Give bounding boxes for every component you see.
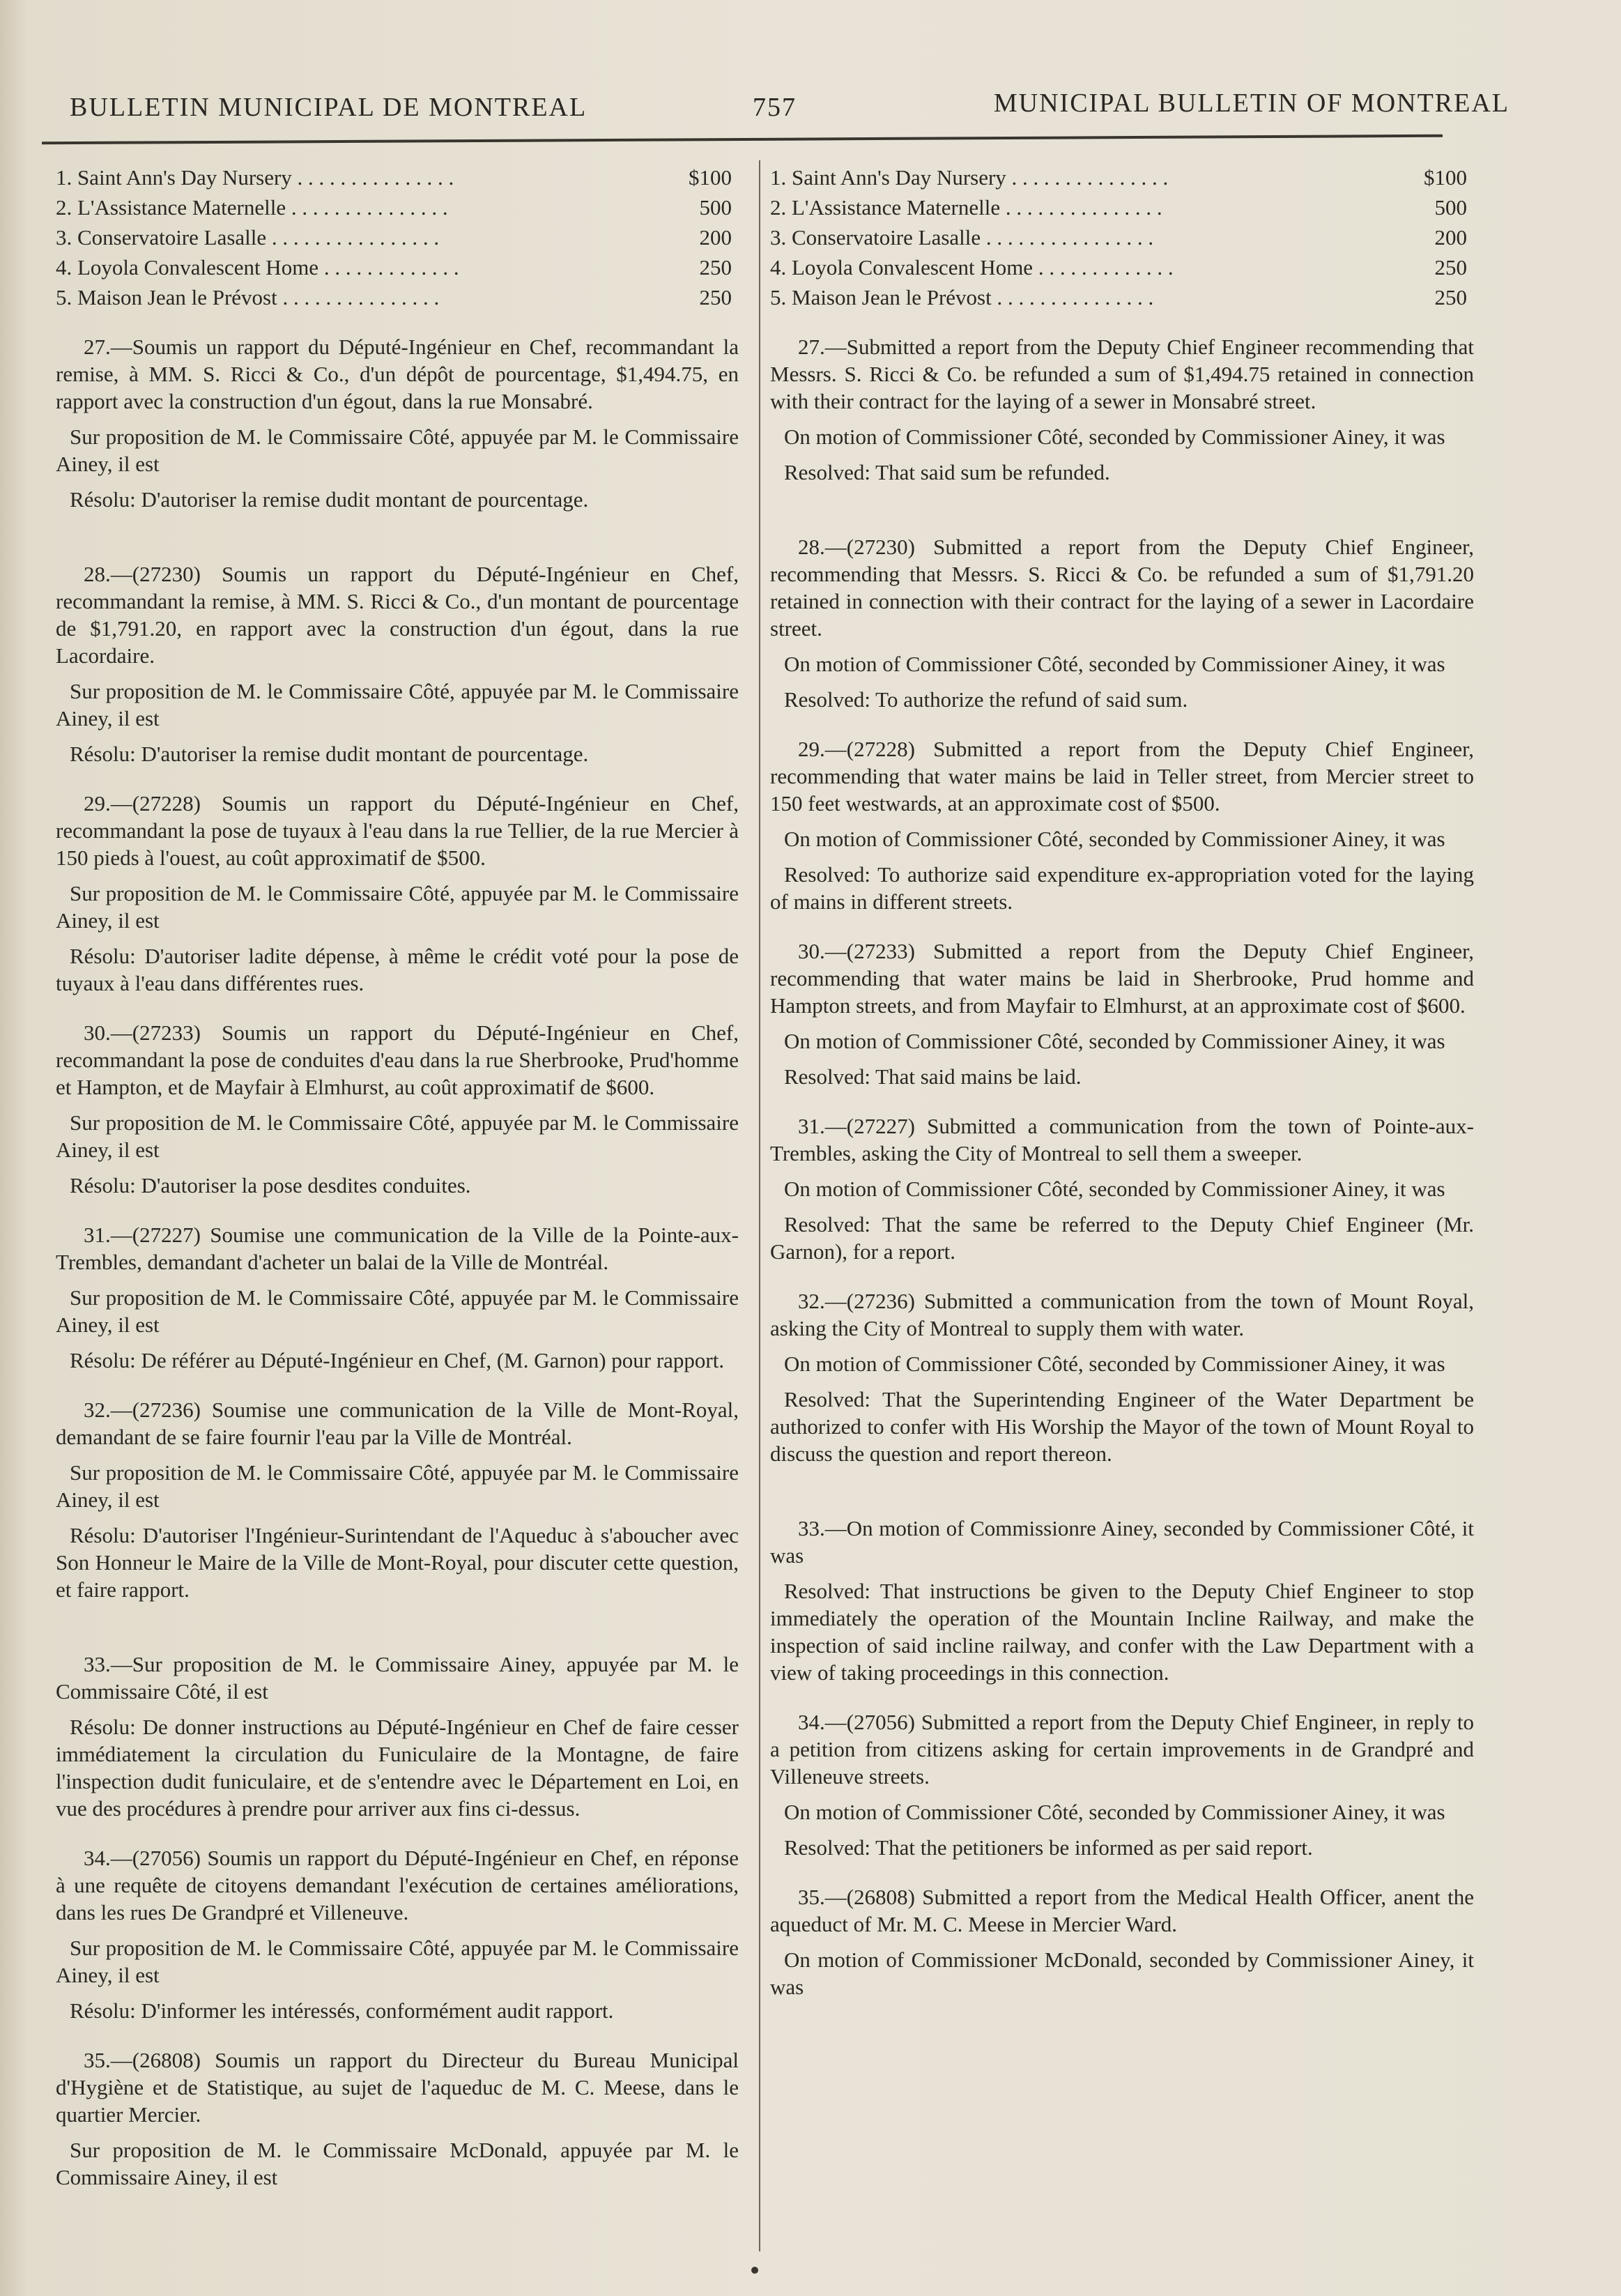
resolution-text: Résolu: D'autoriser la remise dudit montant de pourcentage.: [70, 742, 589, 766]
resolution-text: Résolu: D'autoriser ladite dépense, à même le crédit voté pour la pose de tuyaux à l'eau dans différentes rues.: [56, 944, 739, 995]
grant-list-item: [56, 284, 739, 314]
entry-text: 28.—(27230) Submitted a report from the Deputy Chief Engineer, recommending that Messrs. S. Ricci & Co. be refunded a sum of $1,791.20 retained in connection with their contract for the laying of a sewer in Lacordaire street.: [770, 535, 1474, 641]
resolution-text: Résolu: D'autoriser l'Ingénieur-Surintendant de l'Aqueduc à s'aboucher avec Son Honneur le Maire de la Ville de Mont-Royal, pour discuter cette question, et faire rapport.: [56, 1523, 739, 1602]
column-divider: [759, 160, 760, 2251]
grant-amount: $100: [1424, 165, 1467, 190]
motion-text: On motion of Commissioner McDonald, seconded by Commissioner Ainey, it was: [770, 1947, 1474, 1999]
entry-text: 33.—On motion of Commissionre Ainey, seconded by Commissioner Côté, it was: [770, 1516, 1474, 1568]
french-column: [56, 164, 739, 2213]
minute-entry: [56, 1844, 739, 2024]
motion-text: Sur proposition de M. le Commissaire Côté, appuyée par M. le Commissaire Ainey, il est: [56, 1460, 739, 1512]
grant-amount: 200: [699, 225, 732, 250]
page-header: [42, 84, 1579, 132]
resolution-text: Resolved: To authorize the refund of said sum.: [784, 687, 1188, 712]
motion-text: On motion of Commissioner Côté, seconded by Commissioner Ainey, it was: [784, 1029, 1445, 1053]
motion-text: Sur proposition de M. le Commissaire Côté, appuyée par M. le Commissaire Ainey, il est: [56, 679, 739, 730]
resolution-text: Resolved: That the Superintending Engineer of the Water Department be authorized to confer with His Worship the Mayor of the town of Mount Royal to discuss the question and report thereon.: [770, 1387, 1474, 1466]
grant-list-item: [770, 254, 1474, 284]
minute-entry: [770, 1515, 1474, 1686]
motion-text: On motion of Commissioner Côté, seconded by Commissioner Ainey, it was: [784, 1177, 1445, 1201]
entry-text: 34.—(27056) Submitted a report from the Deputy Chief Engineer, in reply to a petition from citizens asking for certain improvements in de Grandpré and Villeneuve streets.: [770, 1710, 1474, 1789]
entry-text: 28.—(27230) Soumis un rapport du Député-Ingénieur en Chef, recommandant la remise, à MM. S. Ricci & Co., d'un montant de pourcentage de $1,791.20, en rapport avec la construction d'un égout, dans la rue Lacordaire.: [56, 562, 739, 668]
english-grant-list: [770, 164, 1474, 314]
grant-list-item: [770, 224, 1474, 254]
entry-text: 32.—(27236) Submitted a communication from the town of Mount Royal, asking the City of Montreal to supply them with water.: [770, 1289, 1474, 1340]
english-entries: [770, 333, 1474, 2000]
resolution-text: Resolved: That said sum be refunded.: [784, 460, 1110, 484]
motion-text: On motion of Commissioner Côté, seconded by Commissioner Ainey, it was: [784, 424, 1445, 449]
grant-amount: 250: [1434, 255, 1467, 280]
minute-entry: [770, 735, 1474, 915]
grant-list-item: [56, 224, 739, 254]
minute-entry: [56, 2046, 739, 2191]
grant-amount: $100: [689, 165, 732, 190]
entry-text: 31.—(27227) Submitted a communication from the town of Pointe-aux-Trembles, asking the City of Montreal to sell them a sweeper.: [770, 1114, 1474, 1165]
resolution-text: Résolu: D'informer les intéressés, conformément audit rapport.: [70, 1998, 614, 2023]
minute-entry: [56, 790, 739, 997]
minute-entry: [770, 1883, 1474, 2000]
grant-list-item: [56, 254, 739, 284]
grant-name: 3. Conservatoire Lasalle . . . . . . . . . . . . . . . .: [770, 225, 1154, 250]
footer-dot: [751, 2267, 758, 2274]
minute-entry: [56, 1396, 739, 1603]
grant-name: 1. Saint Ann's Day Nursery . . . . . . . . . . . . . . .: [56, 165, 454, 190]
grant-list-item: [56, 194, 739, 224]
resolution-text: Résolu: De donner instructions au Député-Ingénieur en Chef de faire cesser immédiatement la circulation du Funiculaire de la Montagne, de faire l'inspection dudit funiculaire, et de s'entendre avec le Département en Loi, en vue des procédures à prendre pour arriver aux fins ci-dessus.: [56, 1715, 739, 1821]
minute-entry: [770, 1112, 1474, 1265]
motion-text: Sur proposition de M. le Commissaire Côté, appuyée par M. le Commissaire Ainey, il est: [56, 1110, 739, 1162]
grant-name: 4. Loyola Convalescent Home . . . . . . . . . . . . .: [56, 255, 459, 280]
minute-entry: [56, 1651, 739, 1822]
entry-text: 34.—(27056) Soumis un rapport du Député-Ingénieur en Chef, en réponse à une requête de citoyens demandant l'exécution de certaines améliorations, dans les rues De Grandpré et Villeneuve.: [56, 1846, 739, 1924]
motion-text: On motion of Commissioner Côté, seconded by Commissioner Ainey, it was: [784, 1352, 1445, 1376]
grant-list-item: [770, 194, 1474, 224]
header-rule: [42, 135, 1443, 145]
motion-text: On motion of Commissioner Côté, seconded by Commissioner Ainey, it was: [784, 1800, 1445, 1824]
resolution-text: Resolved: To authorize said expenditure ex-appropriation voted for the laying of mains in different streets.: [770, 862, 1474, 914]
entry-text: 29.—(27228) Submitted a report from the Deputy Chief Engineer, recommending that water mains be laid in Teller street, from Mercier street to 150 feet westwards, at an approximate cost of $500.: [770, 737, 1474, 816]
grant-amount: 250: [699, 255, 732, 280]
grant-name: 2. L'Assistance Maternelle . . . . . . . . . . . . . . .: [770, 195, 1162, 220]
page-number: 757: [753, 93, 797, 122]
resolution-text: Resolved: That said mains be laid.: [784, 1064, 1082, 1089]
grant-list-item: [770, 164, 1474, 194]
resolution-text: Résolu: D'autoriser la remise dudit montant de pourcentage.: [70, 487, 589, 512]
minute-entry: [56, 560, 739, 767]
entry-text: 32.—(27236) Soumise une communication de la Ville de Mont-Royal, demandant de se faire fournir l'eau par la Ville de Montréal.: [56, 1398, 739, 1449]
entry-text: 30.—(27233) Soumis un rapport du Député-Ingénieur en Chef, recommandant la pose de conduites d'eau dans la rue Sherbrooke, Prud'homme et Hampton, et de Mayfair à Elmhurst, au coût approximatif de $600.: [56, 1020, 739, 1099]
english-column: [770, 164, 1474, 2023]
motion-text: Sur proposition de M. le Commissaire Côté, appuyée par M. le Commissaire Ainey, il est: [56, 1285, 739, 1337]
header-title-english: MUNICIPAL BULLETIN OF MONTREAL: [993, 89, 1509, 118]
motion-text: Sur proposition de M. le Commissaire Côté, appuyée par M. le Commissaire Ainey, il est: [56, 424, 739, 476]
resolution-text: Résolu: D'autoriser la pose desdites conduites.: [70, 1173, 471, 1197]
grant-amount: 500: [1434, 195, 1467, 220]
grant-name: 4. Loyola Convalescent Home . . . . . . . . . . . . .: [770, 255, 1174, 280]
minute-entry: [56, 1019, 739, 1199]
entry-text: 27.—Soumis un rapport du Député-Ingénieur en Chef, recommandant la remise, à MM. S. Ricci & Co., d'un dépôt de pourcentage, $1,494.75, en rapport avec la construction d'un égout, dans la rue Monsabré.: [56, 335, 739, 413]
entry-text: 30.—(27233) Submitted a report from the Deputy Chief Engineer, recommending that water mains be laid in Sherbrooke, Prud homme and Hampton streets, and from Mayfair to Elmhurst, at an approximate cost of $600.: [770, 939, 1474, 1018]
minute-entry: [56, 1221, 739, 1374]
grant-name: 5. Maison Jean le Prévost . . . . . . . . . . . . . . .: [770, 285, 1154, 309]
resolution-text: Resolved: That instructions be given to the Deputy Chief Engineer to stop immediately the operation of the Mountain Incline Railway, and make the inspection of said incline railway, and confer with the Law Department with a view of taking proceedings in this connection.: [770, 1579, 1474, 1685]
minute-entry: [770, 533, 1474, 713]
motion-text: On motion of Commissioner Côté, seconded by Commissioner Ainey, it was: [784, 652, 1445, 676]
resolution-text: Resolved: That the same be referred to the Deputy Chief Engineer (Mr. Garnon), for a report.: [770, 1212, 1474, 1264]
grant-amount: 500: [699, 195, 732, 220]
motion-text: On motion of Commissioner Côté, seconded by Commissioner Ainey, it was: [784, 827, 1445, 851]
motion-text: Sur proposition de M. le Commissaire Côté, appuyée par M. le Commissaire Ainey, il est: [56, 881, 739, 933]
entry-text: 31.—(27227) Soumise une communication de la Ville de la Pointe-aux-Trembles, demandant d'acheter un balai de la Ville de Montréal.: [56, 1223, 739, 1274]
grant-amount: 250: [699, 285, 732, 309]
entry-text: 33.—Sur proposition de M. le Commissaire Ainey, appuyée par M. le Commissaire Côté, il est: [56, 1652, 739, 1704]
resolution-text: Resolved: That the petitioners be informed as per said report.: [784, 1835, 1313, 1860]
entry-text: 29.—(27228) Soumis un rapport du Député-Ingénieur en Chef, recommandant la pose de tuyaux à l'eau dans la rue Tellier, de la rue Mercier à 150 pieds à l'ouest, au coût approximatif de $500.: [56, 791, 739, 870]
grant-amount: 200: [1434, 225, 1467, 250]
grant-name: 5. Maison Jean le Prévost . . . . . . . . . . . . . . .: [56, 285, 440, 309]
resolution-text: Résolu: De référer au Député-Ingénieur en Chef, (M. Garnon) pour rapport.: [70, 1348, 725, 1372]
entry-text: 35.—(26808) Submitted a report from the Medical Health Officer, anent the aqueduct of Mr. M. C. Meese in Mercier Ward.: [770, 1885, 1474, 1936]
entry-text: 27.—Submitted a report from the Deputy Chief Engineer recommending that Messrs. S. Ricci & Co. be refunded a sum of $1,494.75 retained in connection with their contract for the laying of a sewer in Monsabré street.: [770, 335, 1474, 413]
motion-text: Sur proposition de M. le Commissaire Côté, appuyée par M. le Commissaire Ainey, il est: [56, 1936, 739, 1987]
grant-amount: 250: [1434, 285, 1467, 309]
minute-entry: [770, 1708, 1474, 1861]
entry-text: 35.—(26808) Soumis un rapport du Directeur du Bureau Municipal d'Hygiène et de Statistique, au sujet de l'aqueduc de M. C. Meese, dans le quartier Mercier.: [56, 2048, 739, 2127]
grant-name: 1. Saint Ann's Day Nursery . . . . . . . . . . . . . . .: [770, 165, 1169, 190]
minute-entry: [56, 333, 739, 513]
french-grant-list: [56, 164, 739, 314]
minute-entry: [770, 937, 1474, 1090]
header-title-french: BULLETIN MUNICIPAL DE MONTREAL: [70, 93, 587, 122]
french-entries: [56, 333, 739, 2191]
minute-entry: [770, 1287, 1474, 1467]
motion-text: Sur proposition de M. le Commissaire McDonald, appuyée par M. le Commissaire Ainey, il est: [56, 2138, 739, 2189]
grant-name: 2. L'Assistance Maternelle . . . . . . . . . . . . . . .: [56, 195, 448, 220]
minute-entry: [770, 333, 1474, 486]
grant-list-item: [770, 284, 1474, 314]
grant-name: 3. Conservatoire Lasalle . . . . . . . . . . . . . . . .: [56, 225, 440, 250]
grant-list-item: [56, 164, 739, 194]
